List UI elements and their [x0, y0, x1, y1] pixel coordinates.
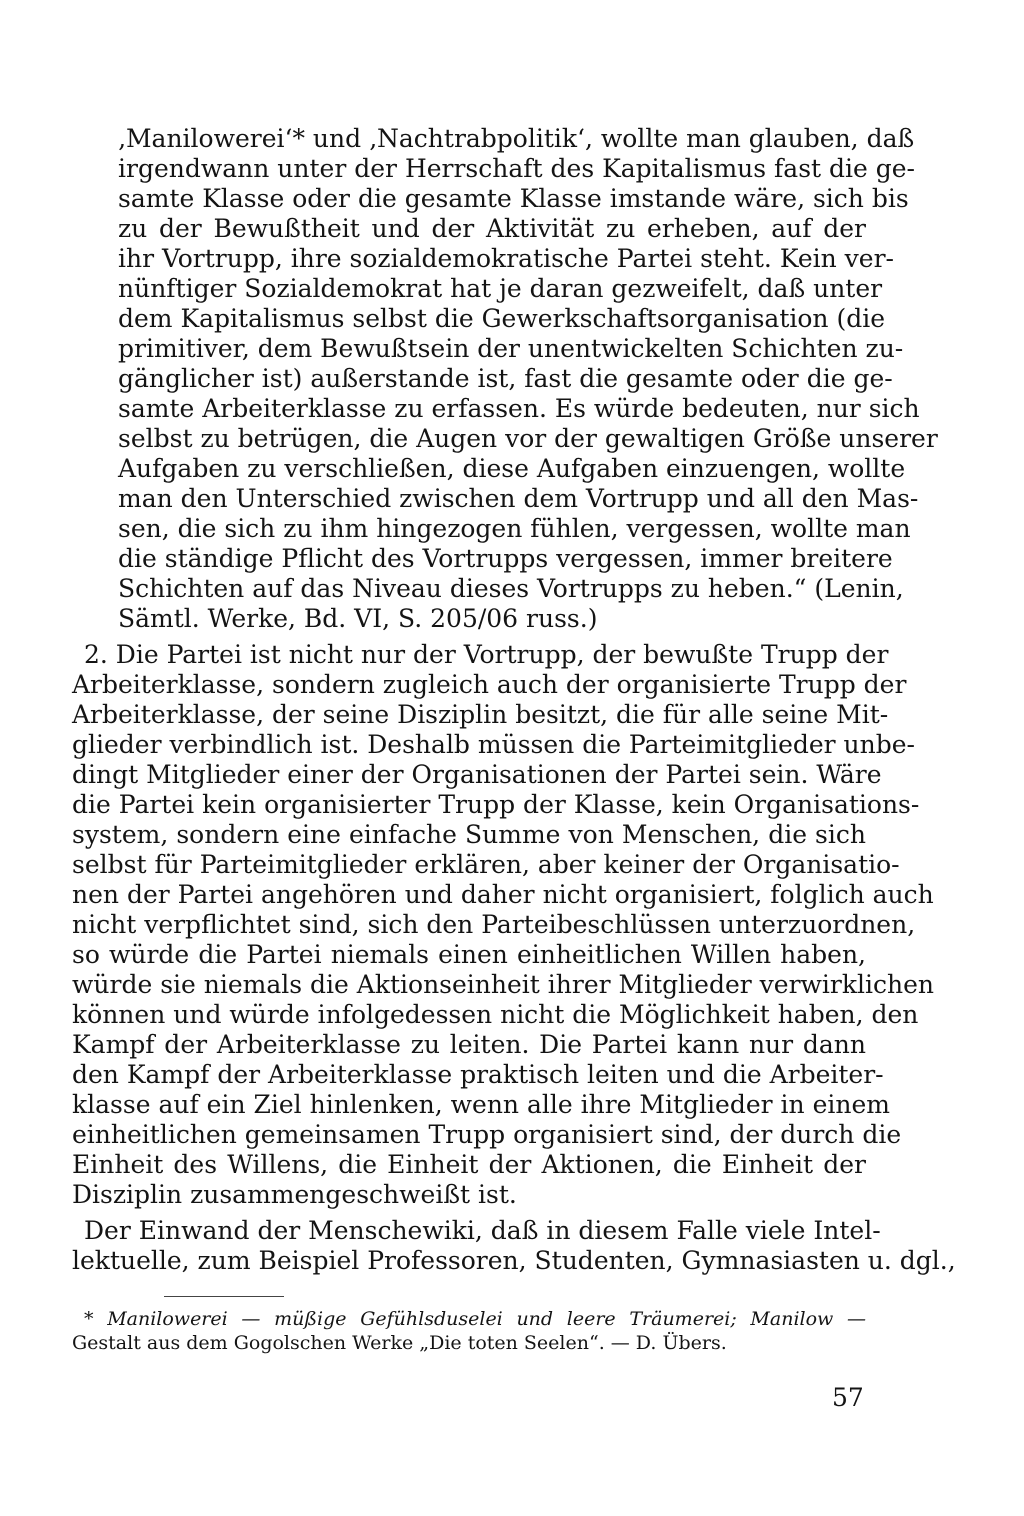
text-line: ‚Manilowerei‘* und ‚Nachtrabpolitik‘, wollte man glauben, daß: [118, 124, 915, 153]
text-line: samte Arbeiterklasse zu erfassen. Es würde bedeuten, nur sich: [118, 394, 920, 423]
text-line: den Kampf der Arbeiterklasse praktisch leiten und die Arbeiter-: [72, 1060, 884, 1089]
text-line: sen, die sich zu ihm hingezogen fühlen, vergessen, wollte man: [118, 514, 911, 543]
text-line: Disziplin zusammengeschweißt ist.: [72, 1180, 517, 1209]
text-line: die ständige Pflicht des Vortrupps vergessen, immer breitere: [118, 544, 893, 573]
text-line: so würde die Partei niemals einen einheitlichen Willen haben,: [72, 940, 866, 969]
text-line: Kampf der Arbeiterklasse zu leiten. Die Partei kann nur dann: [72, 1030, 866, 1059]
text-line: klasse auf ein Ziel hinlenken, wenn alle ihre Mitglieder in einem: [72, 1090, 890, 1119]
text-line: einheitlichen gemeinsamen Trupp organisiert sind, der durch die: [72, 1120, 902, 1149]
text-line: Arbeiterklasse, der seine Disziplin besitzt, die für alle seine Mit-: [72, 700, 889, 729]
text-line: lektuelle, zum Beispiel Professoren, Studenten, Gymnasiasten u. dgl.,: [72, 1246, 956, 1275]
text-line: die Partei kein organisierter Trupp der Klasse, kein Organisations-: [72, 790, 920, 819]
text-line: system, sondern eine einfache Summe von Menschen, die sich: [72, 820, 866, 849]
footnote-line: * Manilowerei — müßige Gefühlsduselei und leere Träumerei; Manilow —: [84, 1308, 866, 1330]
text-line: selbst für Parteimitglieder erklären, aber keiner der Organisatio-: [72, 850, 900, 879]
text-line: nünftiger Sozialdemokrat hat je daran gezweifelt, daß unter: [118, 274, 883, 303]
text-line: irgendwann unter der Herrschaft des Kapitalismus fast die ge-: [118, 154, 915, 183]
text-line: Aufgaben zu verschließen, diese Aufgaben einzuengen, wollte: [118, 454, 906, 483]
text-line: würde sie niemals die Aktionseinheit ihrer Mitglieder verwirklichen: [72, 970, 934, 999]
text-line: man den Unterschied zwischen dem Vortrupp und all den Mas-: [118, 484, 919, 513]
text-line: Der Einwand der Menschewiki, daß in diesem Falle viele Intel-: [84, 1216, 881, 1245]
footnote-line: Gestalt aus dem Gogolschen Werke „Die toten Seelen“. — D. Übers.: [72, 1332, 727, 1354]
text-line: selbst zu betrügen, die Augen vor der gewaltigen Größe unserer: [118, 424, 938, 453]
text-line: Einheit des Willens, die Einheit der Aktionen, die Einheit der: [72, 1150, 866, 1179]
text-line: glieder verbindlich ist. Deshalb müssen die Parteimitglieder unbe-: [72, 730, 916, 759]
text-line: primitiver, dem Bewußtsein der unentwickelten Schichten zu-: [118, 334, 904, 363]
page-number: 57: [832, 1383, 864, 1412]
text-line: ihr Vortrupp, ihre sozialdemokratische Partei steht. Kein ver-: [118, 244, 894, 273]
footnote-rule: [164, 1296, 284, 1297]
text-line: dingt Mitglieder einer der Organisationen der Partei sein. Wäre: [72, 760, 882, 789]
text-line: Sämtl. Werke, Bd. VI, S. 205/06 russ.): [118, 604, 598, 633]
text-line: Arbeiterklasse, sondern zugleich auch der organisierte Trupp der: [72, 670, 907, 699]
text-line: nicht verpflichtet sind, sich den Parteibeschlüssen unterzuordnen,: [72, 910, 916, 939]
text-line: gänglicher ist) außerstande ist, fast die gesamte oder die ge-: [118, 364, 893, 393]
text-line: samte Klasse oder die gesamte Klasse imstande wäre, sich bis: [118, 184, 909, 213]
text-line: zu der Bewußtheit und der Aktivität zu erheben, auf der: [118, 214, 866, 243]
text-line: 2. Die Partei ist nicht nur der Vortrupp, der bewußte Trupp der: [84, 640, 889, 669]
text-line: nen der Partei angehören und daher nicht organisiert, folglich auch: [72, 880, 934, 909]
text-line: können und würde infolgedessen nicht die Möglichkeit haben, den: [72, 1000, 919, 1029]
text-line: Schichten auf das Niveau dieses Vortrupps zu heben.“ (Lenin,: [118, 574, 904, 603]
text-line: dem Kapitalismus selbst die Gewerkschaftsorganisation (die: [118, 304, 886, 333]
